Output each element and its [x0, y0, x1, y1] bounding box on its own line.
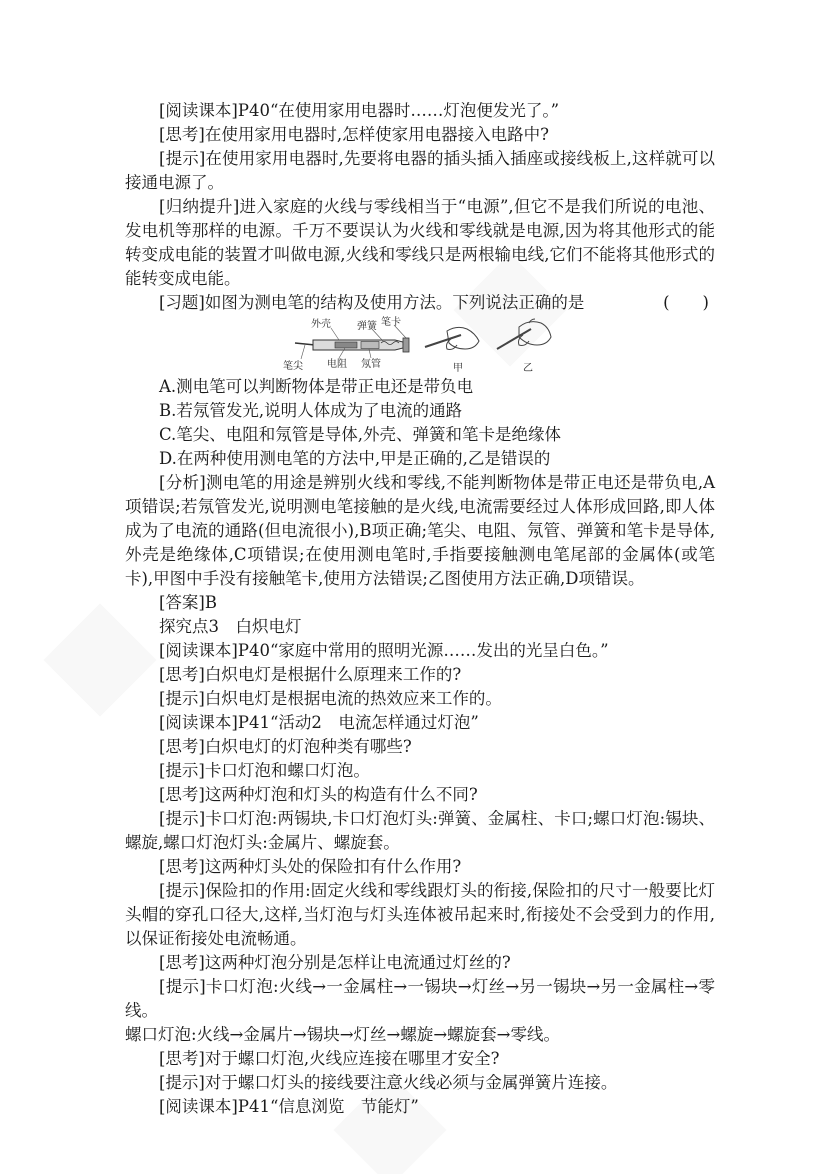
hint-bayonet-path: [提示]卡口灯泡:火线→一金属柱→一锡块→灯丝→另一锡块→另一金属柱→零线。 — [125, 977, 715, 1020]
think-screw-live-wire: [思考]对于螺口灯泡,火线应连接在哪里才安全? — [159, 1049, 500, 1068]
think-bulb-types: [思考]白炽电灯的灯泡种类有哪些? — [159, 737, 412, 756]
test-pen-icon — [295, 338, 409, 352]
hand-yi-icon — [497, 319, 551, 349]
think-safety-buckle: [思考]这两种灯头处的保险扣有什么作用? — [159, 857, 462, 876]
section-heading-incandescent: 探究点3 白炽电灯 — [159, 617, 302, 636]
label-resistor: 电阻 — [327, 359, 347, 370]
think-question-1: [思考]在使用家用电器时,怎样使家用电器接入电路中? — [159, 125, 549, 144]
screw-bulb-path: 螺口灯泡:火线→金属片→锡块→灯丝→螺旋→螺旋套→零线。 — [125, 1025, 561, 1044]
option-d: D.在两种使用测电笔的方法中,甲是正确的,乙是错误的 — [159, 449, 551, 468]
hint-1: [提示]在使用家用电器时,先要将电器的插头插入插座或接线板上,这样就可以接通电源了。 — [125, 149, 715, 192]
label-neon: 氖管 — [361, 359, 381, 370]
test-pen-diagram — [125, 315, 715, 375]
think-structure: [思考]这两种灯泡和灯头的构造有什么不同? — [159, 785, 478, 804]
exercise-text: [习题]如图为测电笔的结构及使用方法。下列说法正确的是 — [159, 293, 585, 312]
label-jia: 甲 — [453, 363, 463, 374]
hint-safety-buckle: [提示]保险扣的作用:固定火线和零线跟灯头的衔接,保险扣的尺寸一般要比灯头帽的穿孔口径大,这样,当灯泡与灯头连体被吊起来时,衔接处不会受到力的作用,以保证衔接处电流畅通。 — [125, 881, 715, 948]
read-textbook-p40-lighting: [阅读课本]P40“家庭中常用的照明光源……发出的光呈白色。” — [159, 641, 609, 660]
read-textbook-p40: [阅读课本]P40“在使用家用电器时……灯泡便发光了。” — [159, 101, 560, 120]
think-current-path: [思考]这两种灯泡分别是怎样让电流通过灯丝的? — [159, 953, 511, 972]
option-b: B.若氖管发光,说明人体成为了电流的通路 — [159, 401, 463, 420]
hint-bulb-types: [提示]卡口灯泡和螺口灯泡。 — [159, 761, 370, 780]
exercise-question — [125, 291, 715, 315]
document-body — [125, 99, 715, 1119]
option-a: A.测电笔可以判断物体是带正电还是带负电 — [159, 377, 474, 396]
hint-principle: [提示]白炽电灯是根据电流的热效应来工作的。 — [159, 689, 502, 708]
summary-paragraph: [归纳提升]进入家庭的火线与零线相当于“电源”,但它不是我们所说的电池、发电机等那样的电源。千万不要误认为火线和零线就是电源,因为将其他形式的能转变成电能的装置才叫做电源,火线和零线只是两根输电线,它们不能将其他形式的能转变成电能。 — [125, 197, 715, 288]
think-principle: [思考]白炽电灯是根据什么原理来工作的? — [159, 665, 462, 684]
read-textbook-p41-activity: [阅读课本]P41“活动2 电流怎样通过灯泡” — [159, 713, 479, 732]
option-c: C.笔尖、电阻和氖管是导体,外壳、弹簧和笔卡是绝缘体 — [159, 425, 562, 444]
answer-line: [答案]B — [159, 593, 217, 612]
hint-structure: [提示]卡口灯泡:两锡块,卡口灯泡灯头:弹簧、金属柱、卡口;螺口灯泡:锡块、螺旋,螺口灯泡灯头:金属片、螺旋套。 — [125, 809, 715, 852]
test-pen-figure — [125, 315, 715, 375]
label-spring: 弹簧 — [357, 321, 377, 332]
label-cap: 笔卡 — [381, 317, 401, 328]
read-textbook-p41-energy-saving: [阅读课本]P41“信息浏览 节能灯” — [159, 1097, 419, 1116]
hand-jia-icon — [425, 327, 479, 349]
analysis-paragraph: [分析]测电笔的用途是辨别火线和零线,不能判断物体是带正电还是带负电,A项错误;若氖管发光,说明测电笔接触的是火线,电流需要经过人体形成回路,即人体成为了电流的通路(但电流很小),B项正确;笔尖、电阻、氖管、弹簧和笔卡是导体,外壳是绝缘体,C项错误;在使用测电笔时,手指要接触测电笔尾部的金属体(或笔卡),甲图中手没有接触笔卡,使用方法错误;乙图使用方法正确,D项错误。 — [125, 473, 715, 588]
answer-bracket: ( ) — [663, 293, 709, 312]
hint-screw-live-wire: [提示]对于螺口灯头的接线要注意火线必须与金属弹簧片连接。 — [159, 1073, 618, 1092]
label-tip: 笔尖 — [283, 361, 303, 372]
label-shell: 外壳 — [311, 319, 331, 330]
label-yi: 乙 — [523, 363, 533, 374]
